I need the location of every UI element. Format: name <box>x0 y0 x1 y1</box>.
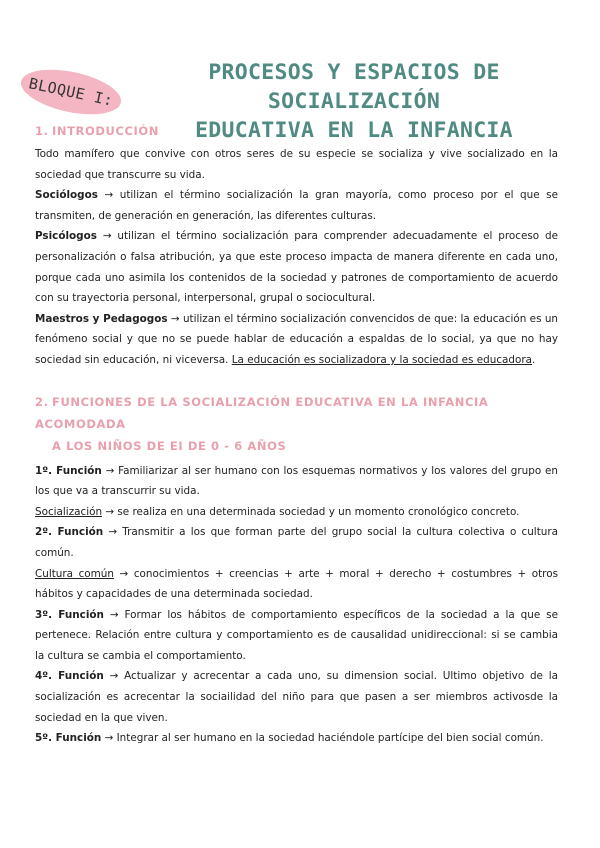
teachers-term: Maestros y Pedagogos <box>35 312 168 325</box>
common-culture-text: → conocimientos + creencias + arte + moral + derecho + costumbres + otros hábitos y capacidades de una determinada sociedad. <box>35 567 558 601</box>
psychologists-term: Psicólogos <box>35 230 97 243</box>
function-4-text: → Actualizar y acrecentar a cada uno, su dimension social. Ultimo objetivo de la socialización es acrecentar la sociailidad del niño para que pasen a ser miembros activosde la sociedad en la que viven. <box>35 670 558 724</box>
function-1-text: → Familiarizar al ser humano con los esquemas normativos y los valores del grupo en los que va a transcurrir su vida. <box>35 464 558 498</box>
teachers-paragraph <box>35 309 558 371</box>
function-2-term: 2º. Función <box>35 526 104 539</box>
psychologists-paragraph <box>35 226 558 308</box>
teachers-end: . <box>532 353 536 366</box>
function-5-text: → Integrar al ser humano en la sociedad haciéndole partícipe del bien social común. <box>101 732 544 745</box>
section-2-heading <box>35 391 558 457</box>
common-culture-definition <box>35 564 558 605</box>
function-2-paragraph <box>35 522 558 563</box>
sociologists-paragraph <box>35 185 558 226</box>
function-3-text: → Formar los hábitos de comportamiento específicos de la sociedad a la que se pertenece. Relación entre cultura y comportamiento es de causalidad unidireccional: si se cambia la cultura se cambia el comportamiento. <box>35 608 558 662</box>
function-2-text: → Transmitir a los que forman parte del grupo social la cultura colectiva o cultura común. <box>35 526 558 559</box>
section-2-body <box>35 461 558 749</box>
function-4-term: 4º. Función <box>35 670 104 683</box>
intro-paragraph: Todo mamífero que convive con otros seres de su especie se socializa y vive socializado en la sociedad que transcurre su vida. <box>35 148 558 181</box>
psychologists-text: → utilizan el término socialización para comprender adecuadamente el proceso de personalización o falsa atribución, ya que este proceso impacta de manera diferente en cada uno, porque cada uno asimila los contenidos de la sociedad y patrones de comportamiento de acuerdo con su trayectoria personal, interpersonal, grupal o sociocultural. <box>35 230 558 305</box>
socialization-text: → se realiza en una determinada sociedad y un momento cronológico concreto. <box>102 505 520 518</box>
section-2-number: 2. <box>35 394 49 409</box>
sociologists-term: Sociólogos <box>35 189 98 202</box>
function-5-paragraph <box>35 728 558 749</box>
function-1-paragraph <box>35 461 558 502</box>
block-badge <box>17 62 125 122</box>
page-title-line-2: EDUCATIVA EN LA INFANCIA <box>195 118 513 143</box>
section-2-title-line-2: A LOS NIÑOS DE EI DE 0 - 6 AÑOS <box>52 438 287 453</box>
socialization-definition <box>35 502 558 523</box>
page-title-line-1: PROCESOS Y ESPACIOS DE SOCIALIZACIÓN <box>208 60 500 114</box>
function-4-paragraph <box>35 666 558 728</box>
socialization-term: Socialización <box>35 505 103 518</box>
function-1-term: 1º. Función <box>35 464 102 477</box>
section-1-title: INTRODUCCIÓN <box>52 124 160 138</box>
common-culture-term: Cultura común <box>35 567 114 580</box>
teachers-text: → utilizan el término socialización convencidos de que: la educación es un fenómeno social y que no se puede hablar de educación a espaldas de lo social, ya que no hay sociedad sin educación, ni viceversa. <box>35 312 558 366</box>
sociologists-text: → utilizan el término socialización la gran mayoría, como proceso por el que se transmiten, de generación en generación, las diferentes culturas. <box>35 189 558 222</box>
section-1-heading <box>35 124 558 138</box>
block-badge-label: BLOQUE I: <box>27 74 115 110</box>
section-1-number: 1. <box>35 124 49 138</box>
teachers-underlined-conclusion: La educación es socializadora y la sociedad es educadora <box>231 353 533 366</box>
section-2-title-line-1: FUNCIONES DE LA SOCIALIZACIÓN EDUCATIVA EN LA INFANCIA ACOMODADA <box>35 394 489 431</box>
function-5-term: 5º. Función <box>35 732 102 745</box>
document-body <box>35 124 558 749</box>
function-3-term: 3º. Función <box>35 608 104 621</box>
function-3-paragraph <box>35 605 558 667</box>
